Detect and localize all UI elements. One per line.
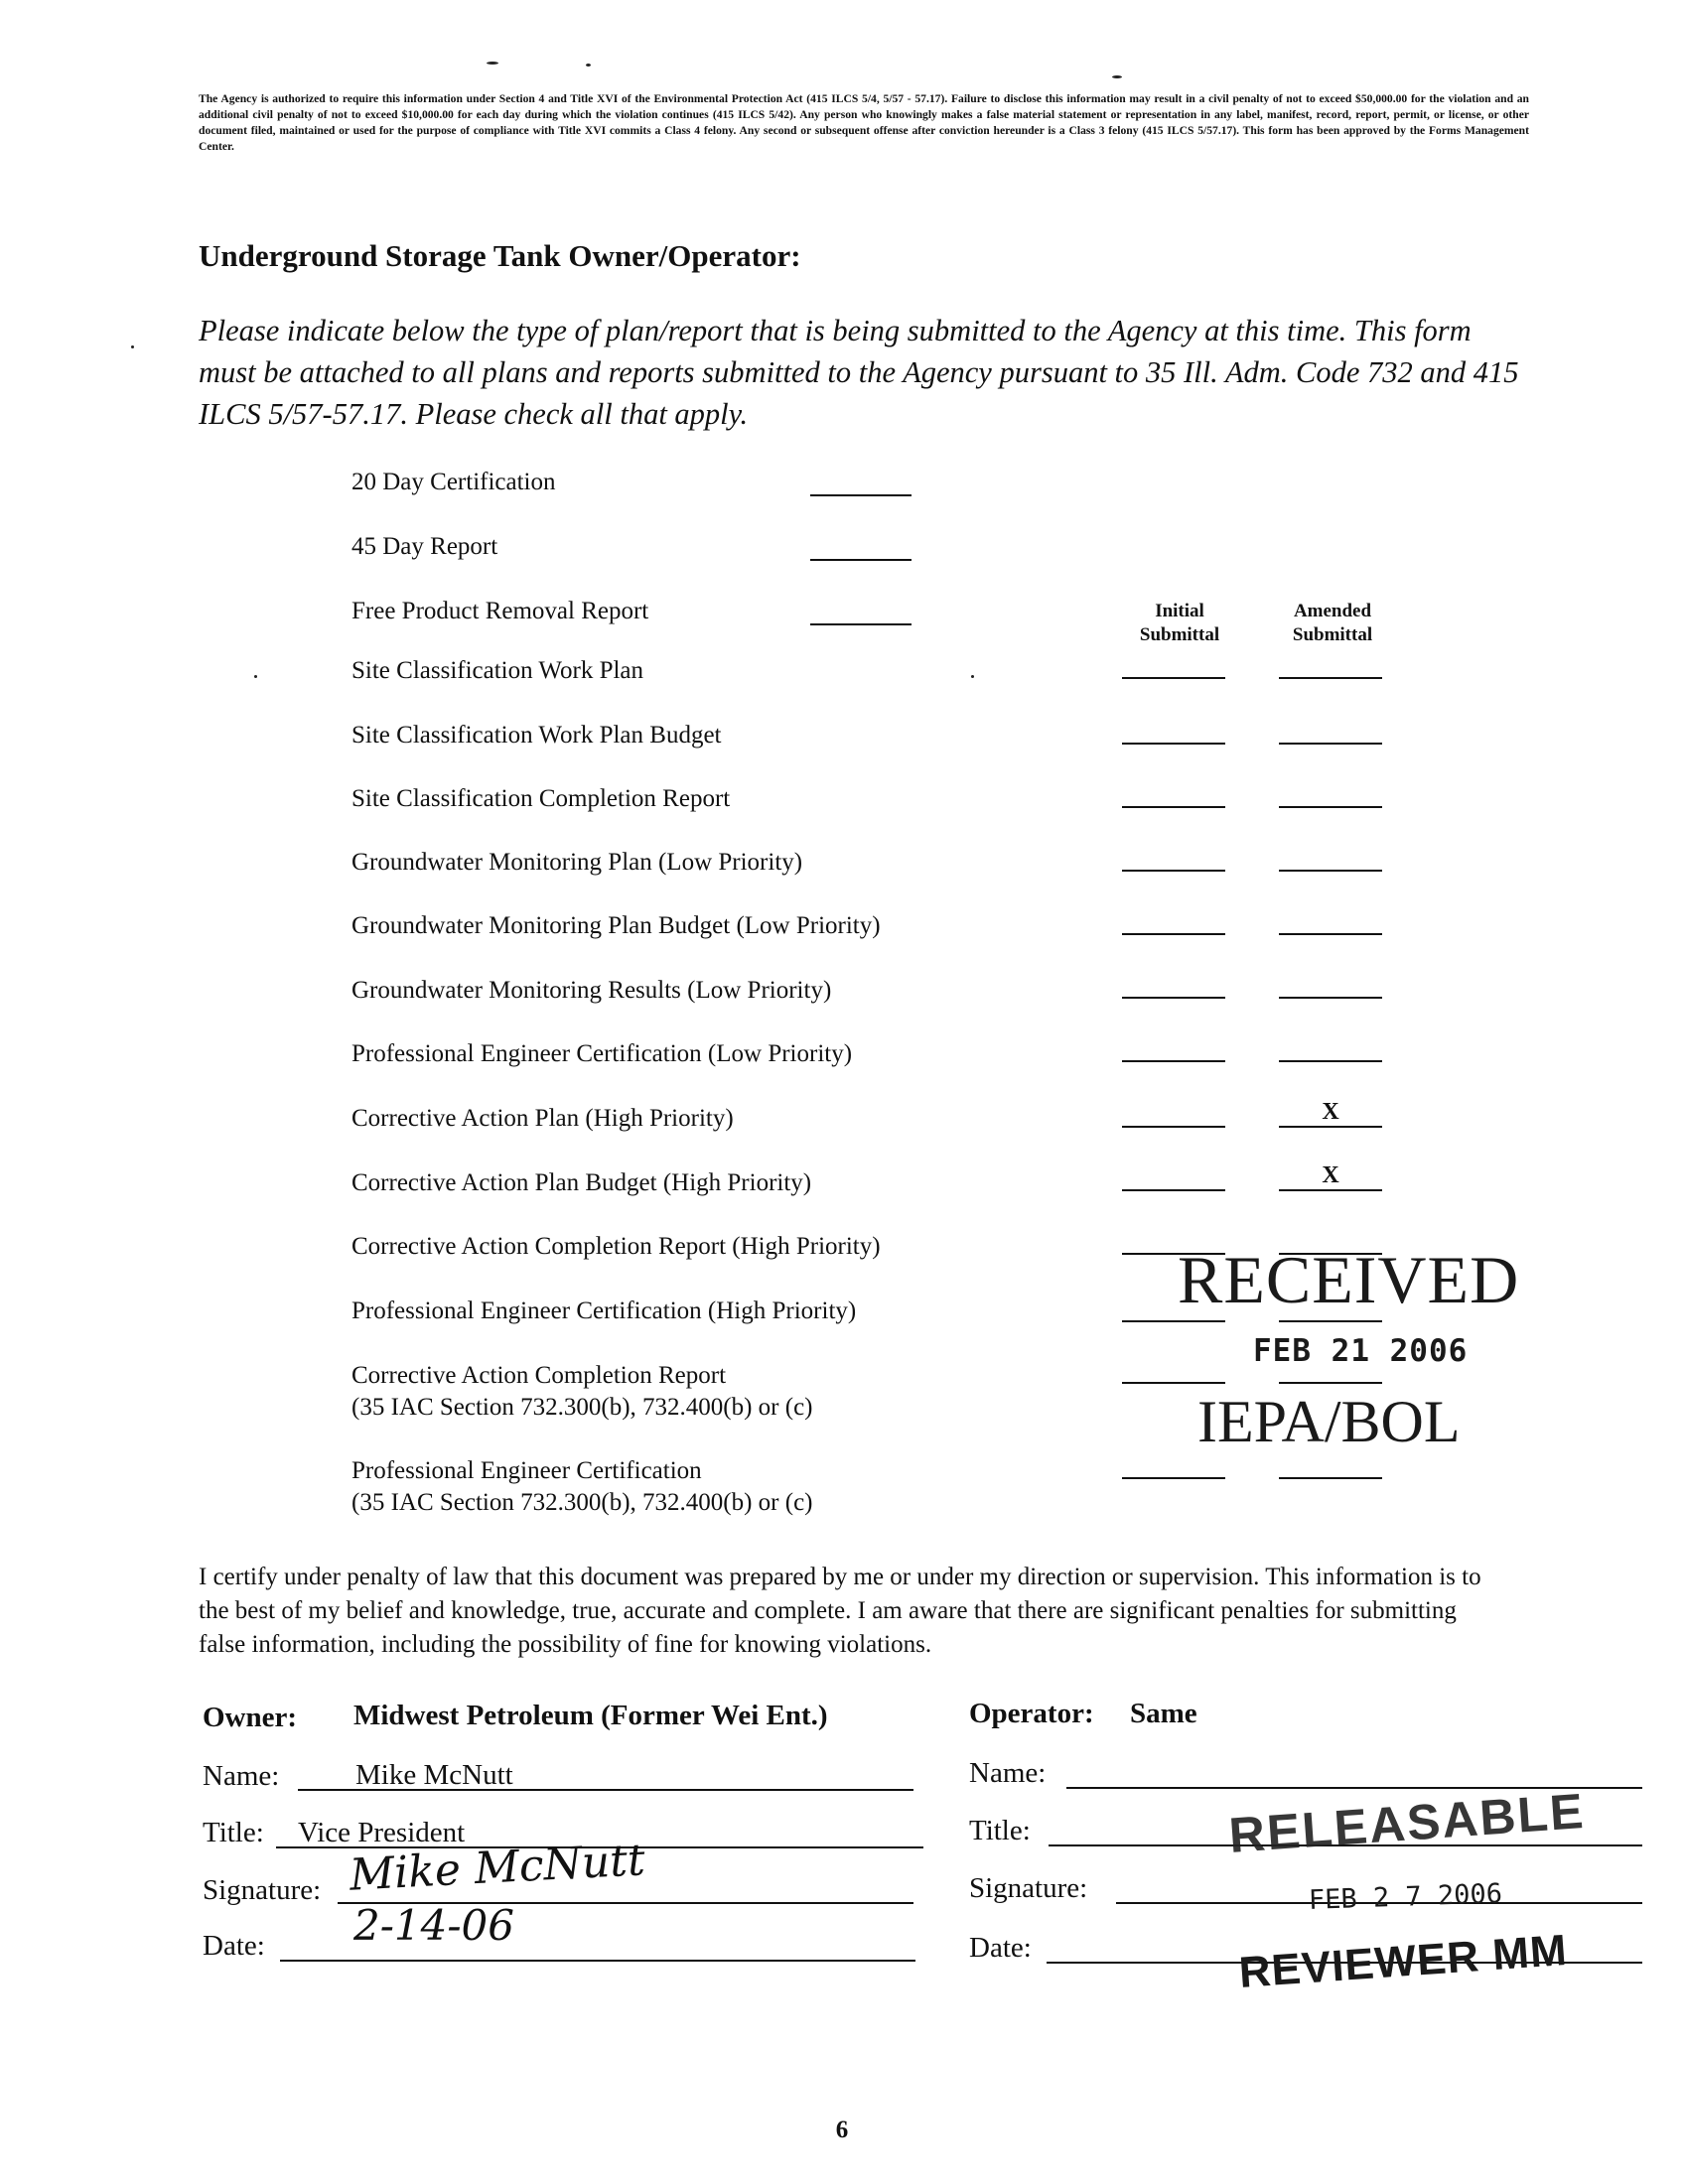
initial-blank[interactable] xyxy=(1122,1126,1225,1128)
received-stamp xyxy=(1168,1242,1545,1473)
checkbox-blank[interactable] xyxy=(810,623,912,625)
scan-speck xyxy=(254,675,257,678)
owner-name-value[interactable]: Mike McNutt xyxy=(355,1759,513,1791)
operator-signature-label: Signature: xyxy=(969,1872,1088,1904)
owner-date-line xyxy=(280,1960,915,1962)
amended-blank[interactable]: X xyxy=(1279,1189,1382,1191)
item-label: Free Product Removal Report xyxy=(351,598,649,624)
item-label: Site Classification Work Plan xyxy=(351,657,644,684)
checkbox-blank[interactable] xyxy=(810,494,912,496)
initial-blank[interactable] xyxy=(1122,806,1225,808)
item-label: Professional Engineer Certification (Low Priority) xyxy=(351,1040,853,1067)
received-stamp-title: RECEIVED xyxy=(1178,1242,1520,1317)
item-label: Corrective Action Completion Report xyxy=(351,1362,727,1389)
owner-name-line xyxy=(298,1789,913,1791)
page-number: 6 xyxy=(835,2116,849,2143)
certification-statement: I certify under penalty of law that this document was prepared by me or under my direction or supervision. This information is to the best of my belief and knowledge, true, accurate and complete. I am aware that there are significant penalties for submitting false information, including the possibility of fine for knowing violations. xyxy=(199,1564,1481,1658)
initial-blank[interactable] xyxy=(1122,743,1225,745)
item-label: Groundwater Monitoring Plan Budget (Low Priority) xyxy=(351,912,881,939)
scan-speck xyxy=(586,64,591,67)
item-sublabel: (35 IAC Section 732.300(b), 732.400(b) or (c) xyxy=(351,1489,813,1516)
owner-label: Owner: xyxy=(203,1702,298,1733)
initial-blank[interactable] xyxy=(1122,870,1225,872)
initial-blank[interactable] xyxy=(1122,1477,1225,1479)
amended-blank[interactable] xyxy=(1279,1060,1382,1062)
amended-blank[interactable] xyxy=(1279,743,1382,745)
received-stamp-date: FEB 21 2006 xyxy=(1253,1333,1469,1369)
initial-blank[interactable] xyxy=(1122,677,1225,679)
initial-blank[interactable] xyxy=(1122,1189,1225,1191)
item-label: Groundwater Monitoring Results (Low Priority) xyxy=(351,977,832,1004)
amended-blank[interactable] xyxy=(1279,806,1382,808)
owner-signature-label: Signature: xyxy=(203,1874,322,1906)
item-label: Corrective Action Plan Budget (High Priority) xyxy=(351,1169,812,1196)
item-sublabel: (35 IAC Section 732.300(b), 732.400(b) or (c) xyxy=(351,1394,813,1421)
scan-speck xyxy=(971,675,974,678)
checkbox-blank[interactable] xyxy=(810,559,912,561)
item-label: 20 Day Certification xyxy=(351,469,556,495)
amended-blank[interactable] xyxy=(1279,677,1382,679)
operator-value: Same xyxy=(1130,1698,1197,1729)
owner-signature-value[interactable]: Mike McNutt xyxy=(348,1835,646,1901)
releasable-stamp-reviewer: REVIEWER MM xyxy=(1237,1925,1570,1997)
item-label: Site Classification Completion Report xyxy=(351,785,731,812)
item-label: Corrective Action Completion Report (High Priority) xyxy=(351,1233,881,1260)
scan-speck xyxy=(131,345,134,348)
operator-date-label: Date: xyxy=(969,1932,1032,1964)
owner-title-value[interactable]: Vice President xyxy=(298,1817,466,1848)
item-label: Groundwater Monitoring Plan (Low Priority) xyxy=(351,849,803,876)
initial-blank[interactable] xyxy=(1122,933,1225,935)
amended-blank[interactable] xyxy=(1279,870,1382,872)
releasable-stamp xyxy=(1225,1785,1642,2023)
legal-notice: The Agency is authorized to require this information under Section 4 and Title XVI of the Environmental Protection Act (415 ILCS 5/4, 5/57 - 57.17). Failure to disclose this information may result in a civil penalty of not to exceed $50,000.00 for the violation and an additional civil penalty of not to exceed $10,000.00 for each day during which the violation continues (415 ILCS 5/42). Any person who knowingly makes a false material statement or representation in any label, manifest, record, report, permit, or license, or other document filed, maintained or used for the purpose of compliance with Title XVI commits a Class 4 felony. Any second or subsequent offense after conviction hereunder is a Class 3 felony (415 ILCS 5/57.17). This form has been approved by the Forms Management Center. xyxy=(199,92,1529,153)
owner-name-label: Name: xyxy=(203,1760,280,1792)
column-header-initial: Initial Submittal xyxy=(1139,601,1220,645)
owner-title-label: Title: xyxy=(203,1817,264,1848)
operator-label: Operator: xyxy=(969,1698,1094,1729)
initial-blank[interactable] xyxy=(1122,1060,1225,1062)
amended-blank[interactable] xyxy=(1279,933,1382,935)
amended-blank[interactable] xyxy=(1279,997,1382,999)
amended-blank[interactable]: X xyxy=(1279,1126,1382,1128)
item-label: Corrective Action Plan (High Priority) xyxy=(351,1105,734,1132)
owner-date-label: Date: xyxy=(203,1930,265,1962)
scan-speck xyxy=(1112,75,1122,78)
operator-name-label: Name: xyxy=(969,1757,1047,1789)
releasable-stamp-date: FEB 2 7 2006 xyxy=(1308,1878,1503,1916)
column-header-amended: Amended Submittal xyxy=(1292,601,1373,645)
form-instructions: Please indicate below the type of plan/report that is being submitted to the Agency at this time. This form must be attached to all plans and reports submitted to the Agency pursuant to 35 Ill. Adm. Code 732 and 415 ILCS 5/57-57.17. Please check all that apply. xyxy=(199,314,1519,431)
item-label: Professional Engineer Certification (High Priority) xyxy=(351,1297,857,1324)
amended-blank[interactable] xyxy=(1279,1477,1382,1479)
form-heading: Underground Storage Tank Owner/Operator: xyxy=(199,238,801,273)
item-label: 45 Day Report xyxy=(351,533,498,560)
initial-blank[interactable] xyxy=(1122,997,1225,999)
releasable-stamp-title: RELEASABLE xyxy=(1227,1783,1588,1863)
received-stamp-office: IEPA/BOL xyxy=(1197,1389,1461,1454)
operator-title-label: Title: xyxy=(969,1815,1031,1846)
item-label: Site Classification Work Plan Budget xyxy=(351,722,722,749)
item-label: Professional Engineer Certification xyxy=(351,1457,702,1484)
owner-value: Midwest Petroleum (Former Wei Ent.) xyxy=(353,1700,828,1731)
owner-date-value[interactable]: 2-14-06 xyxy=(353,1901,514,1950)
scan-speck xyxy=(487,62,498,65)
